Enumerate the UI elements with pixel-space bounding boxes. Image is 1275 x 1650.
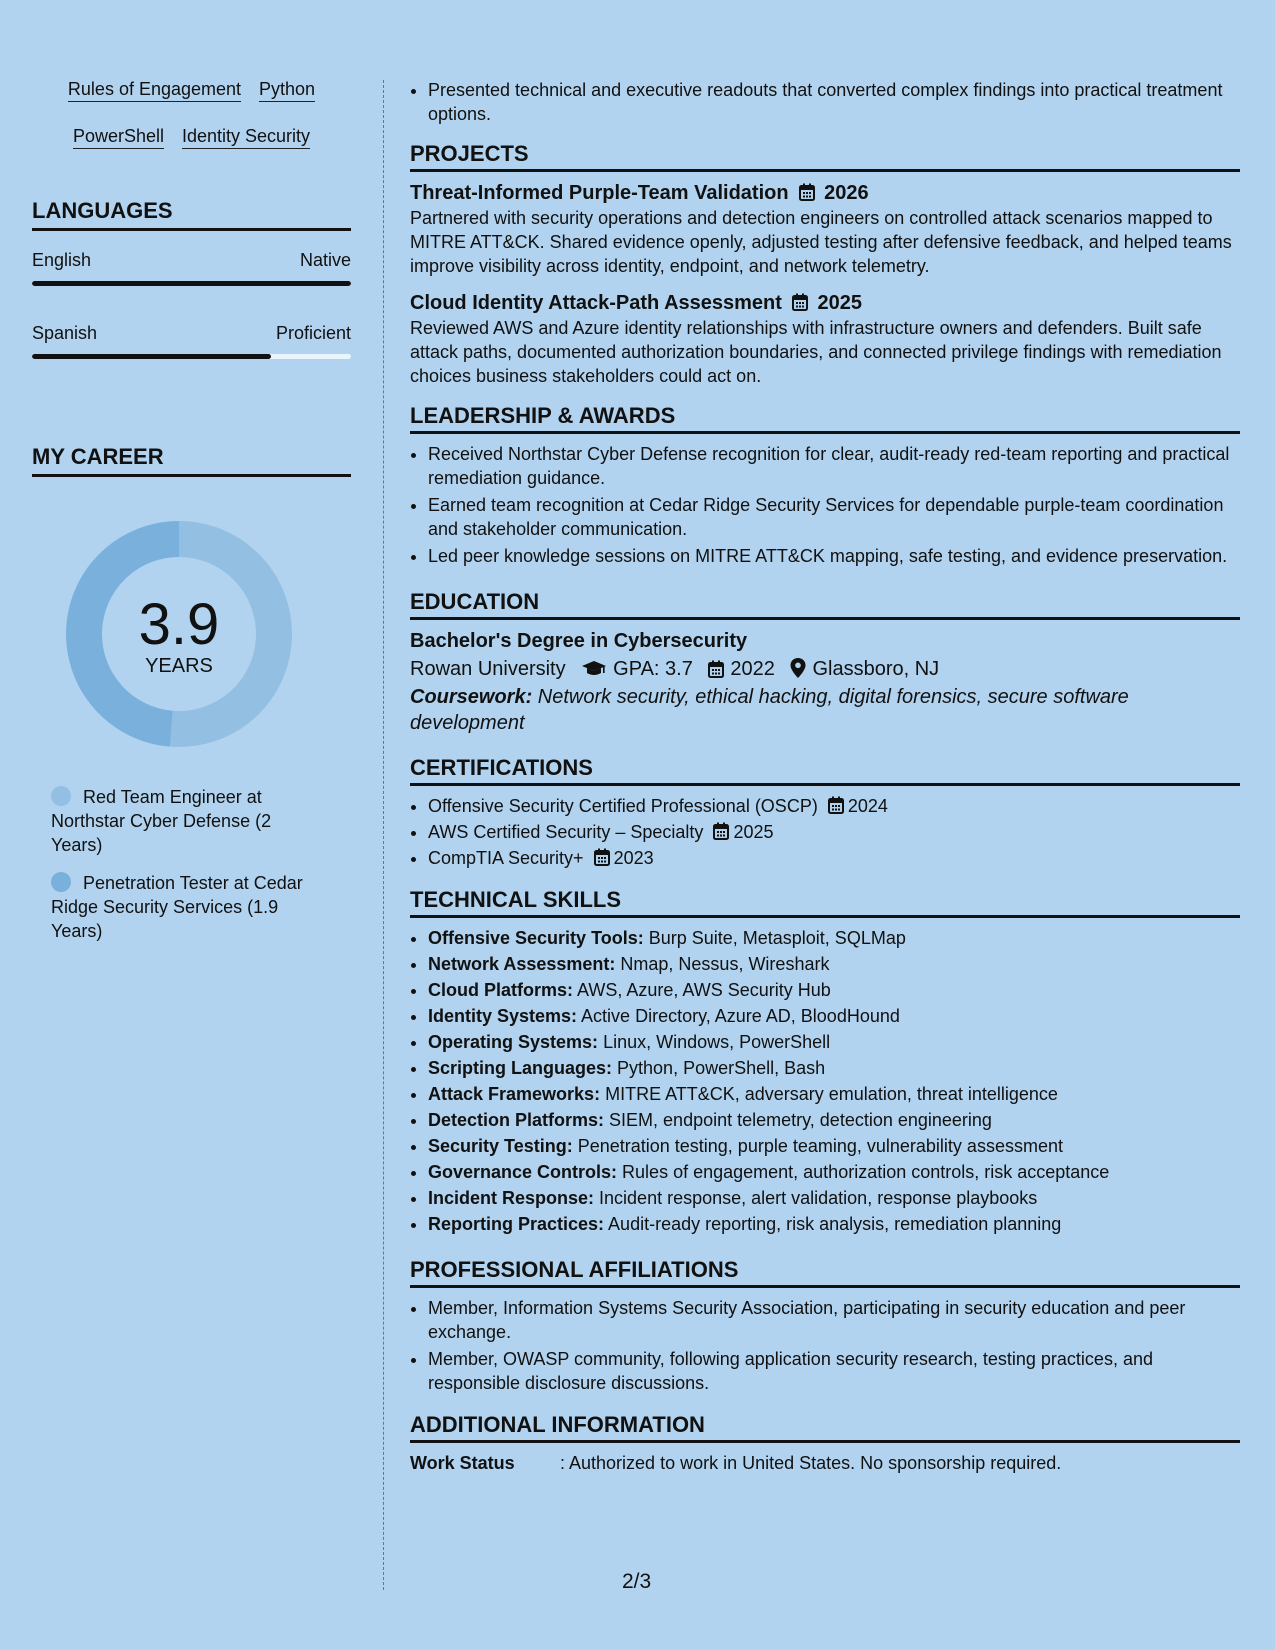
list-item — [428, 1108, 1240, 1132]
languages-section — [32, 197, 351, 359]
skill-label: Cloud Platforms: — [428, 980, 574, 1000]
legend-item — [51, 871, 321, 943]
list-item — [428, 1056, 1240, 1080]
languages-heading: LANGUAGES — [32, 197, 351, 231]
language-level: Native — [299, 250, 351, 270]
education-location: Glassboro, NJ — [812, 658, 940, 680]
career-years-unit: YEARS — [145, 655, 213, 677]
skill-tag: PowerShell — [73, 125, 164, 149]
project-description: Partnered with security operations and detection engineers on controlled attack scenarios mapped to MITRE ATT&CK. Shared evidence openly, adjusted testing after defensive feedback, and helped teams improve visibility across identity, endpoint, and network telemetry. — [410, 208, 1232, 276]
column-divider — [383, 80, 384, 1590]
legend-label: Red Team Engineer at Northstar Cyber Defense (2 Years) — [51, 787, 272, 855]
skill-value: MITRE ATT&CK, adversary emulation, threat intelligence — [600, 1084, 1058, 1104]
leadership-list — [410, 442, 1240, 568]
career-total-years: 3.9 — [138, 592, 220, 657]
skill-tag: Identity Security — [182, 125, 310, 149]
skill-value: Burp Suite, Metasploit, SQLMap — [643, 928, 906, 948]
list-item — [428, 820, 1240, 844]
language-bar-fill — [32, 281, 351, 286]
skill-label: Attack Frameworks: — [428, 1084, 601, 1104]
language-item — [32, 322, 351, 359]
skill-label: Security Testing: — [428, 1136, 573, 1156]
location-pin-icon — [790, 658, 806, 678]
skill-value: Active Directory, Azure AD, BloodHound — [577, 1006, 900, 1026]
education-coursework — [410, 684, 1240, 736]
project-year: 2025 — [817, 292, 862, 314]
skill-label: Reporting Practices: — [428, 1214, 605, 1234]
list-item: • Presented technical and executive readouts that converted complex findings into practical treatment options. — [428, 78, 1240, 126]
certifications-heading: CERTIFICATIONS — [410, 754, 1240, 786]
experience-bullets — [410, 78, 1240, 126]
certification-name: AWS Certified Security – Specialty — [428, 822, 704, 842]
calendar-icon — [792, 293, 808, 311]
skill-label: Governance Controls: — [428, 1162, 618, 1182]
project-title: Cloud Identity Attack-Path Assessment — [410, 292, 782, 314]
legend-dot — [51, 872, 71, 892]
education-degree: Bachelor's Degree in Cybersecurity — [410, 630, 748, 652]
project-item — [410, 180, 1240, 278]
skill-value: Penetration testing, purple teaming, vulnerability assessment — [572, 1136, 1063, 1156]
skill-value: AWS, Azure, AWS Security Hub — [573, 980, 831, 1000]
legend-dot — [51, 786, 71, 806]
work-status-value: : Authorized to work in United States. No sponsorship required. — [560, 1453, 1062, 1473]
skill-tags — [32, 78, 351, 172]
list-item: • Earned team recognition at Cedar Ridge Security Services for dependable purple-team coordination and stakeholder communication. — [428, 493, 1240, 541]
career-heading: MY CAREER — [32, 443, 351, 477]
list-item — [428, 1082, 1240, 1106]
affiliations-list — [410, 1296, 1240, 1395]
education-year: 2022 — [730, 658, 775, 680]
language-bar — [32, 354, 351, 359]
leadership-heading: LEADERSHIP & AWARDS — [410, 402, 1240, 434]
skill-label: Identity Systems: — [428, 1006, 578, 1026]
skill-value: Linux, Windows, PowerShell — [598, 1032, 831, 1052]
page-number: 2/3 — [622, 1570, 652, 1593]
project-title: Threat-Informed Purple-Team Validation — [410, 182, 789, 204]
list-item: • Led peer knowledge sessions on MITRE ATT&CK mapping, safe testing, and evidence preservation. — [428, 544, 1240, 568]
coursework-label: Coursework: — [410, 686, 533, 708]
legend-label: Penetration Tester at Cedar Ridge Security Services (1.9 Years) — [51, 873, 303, 941]
calendar-icon — [799, 183, 815, 201]
list-item — [428, 952, 1240, 976]
skills-list — [410, 926, 1240, 1236]
skill-value: Python, PowerShell, Bash — [612, 1058, 826, 1078]
list-item — [428, 1030, 1240, 1054]
list-item — [428, 1212, 1240, 1236]
certification-name: Offensive Security Certified Professional (OSCP) — [428, 796, 818, 816]
affiliations-heading: PROFESSIONAL AFFILIATIONS — [410, 1256, 1240, 1288]
list-item — [428, 978, 1240, 1002]
skill-label: Operating Systems: — [428, 1032, 599, 1052]
language-item — [32, 249, 351, 286]
skill-label: Incident Response: — [428, 1188, 595, 1208]
skill-label: Network Assessment: — [428, 954, 616, 974]
skill-value: Nmap, Nessus, Wireshark — [615, 954, 830, 974]
career-donut — [64, 519, 294, 749]
project-year: 2026 — [824, 182, 869, 204]
list-item — [428, 926, 1240, 950]
certification-year: 2023 — [613, 848, 654, 868]
skill-label: Scripting Languages: — [428, 1058, 613, 1078]
skill-label: Detection Platforms: — [428, 1110, 605, 1130]
work-status-label: Work Status — [410, 1453, 515, 1473]
sidebar — [32, 78, 351, 957]
main-content — [410, 78, 1240, 1475]
language-name: Spanish — [32, 323, 98, 343]
list-item: • Member, Information Systems Security Association, participating in security education and peer exchange. — [428, 1296, 1240, 1344]
calendar-icon — [828, 796, 844, 814]
list-item: • Member, OWASP community, following application security research, testing practices, and responsible disclosure discussions. — [428, 1347, 1240, 1395]
certifications-list — [410, 794, 1240, 870]
language-name: English — [32, 250, 92, 270]
career-legend — [51, 785, 321, 943]
list-item — [428, 1004, 1240, 1028]
legend-item — [51, 785, 321, 857]
project-description: Reviewed AWS and Azure identity relationships with infrastructure owners and defenders. Built safe attack paths, documented authorization boundaries, and connected privilege findings with remediation choices business stakeholders could act on. — [410, 318, 1222, 386]
projects-heading: PROJECTS — [410, 140, 1240, 172]
graduation-cap-icon — [581, 660, 607, 678]
skill-label: Offensive Security Tools: — [428, 928, 644, 948]
skill-tag: Python — [259, 78, 315, 102]
list-item: • Received Northstar Cyber Defense recognition for clear, audit-ready red-team reporting and practical remediation guidance. — [428, 442, 1240, 490]
skills-heading: TECHNICAL SKILLS — [410, 886, 1240, 918]
language-bar — [32, 281, 351, 286]
project-item — [410, 290, 1240, 388]
skill-value: Rules of engagement, authorization controls, risk acceptance — [617, 1162, 1110, 1182]
certification-year: 2024 — [847, 796, 888, 816]
skill-value: Incident response, alert validation, response playbooks — [594, 1188, 1038, 1208]
certification-year: 2025 — [733, 822, 774, 842]
education-gpa: GPA: 3.7 — [613, 658, 693, 680]
education-school: Rowan University — [410, 658, 566, 680]
calendar-icon — [594, 848, 610, 866]
list-item — [428, 1160, 1240, 1184]
language-level: Proficient — [275, 323, 351, 343]
education-meta — [410, 654, 1240, 684]
skill-tag: Rules of Engagement — [68, 78, 241, 102]
skill-value: Audit-ready reporting, risk analysis, remediation planning — [604, 1214, 1062, 1234]
list-item — [428, 1134, 1240, 1158]
list-item — [428, 846, 1240, 870]
calendar-icon — [713, 822, 729, 840]
language-bar-fill — [32, 354, 271, 359]
career-section — [32, 443, 351, 943]
list-item — [428, 794, 1240, 818]
skill-value: SIEM, endpoint telemetry, detection engineering — [604, 1110, 992, 1130]
additional-info-heading: ADDITIONAL INFORMATION — [410, 1411, 1240, 1443]
coursework-text: Network security, ethical hacking, digital forensics, secure software development — [410, 686, 1129, 734]
calendar-icon — [708, 660, 724, 678]
certification-name: CompTIA Security+ — [428, 848, 584, 868]
list-item — [428, 1186, 1240, 1210]
work-status-row — [410, 1451, 1240, 1475]
education-heading: EDUCATION — [410, 588, 1240, 620]
